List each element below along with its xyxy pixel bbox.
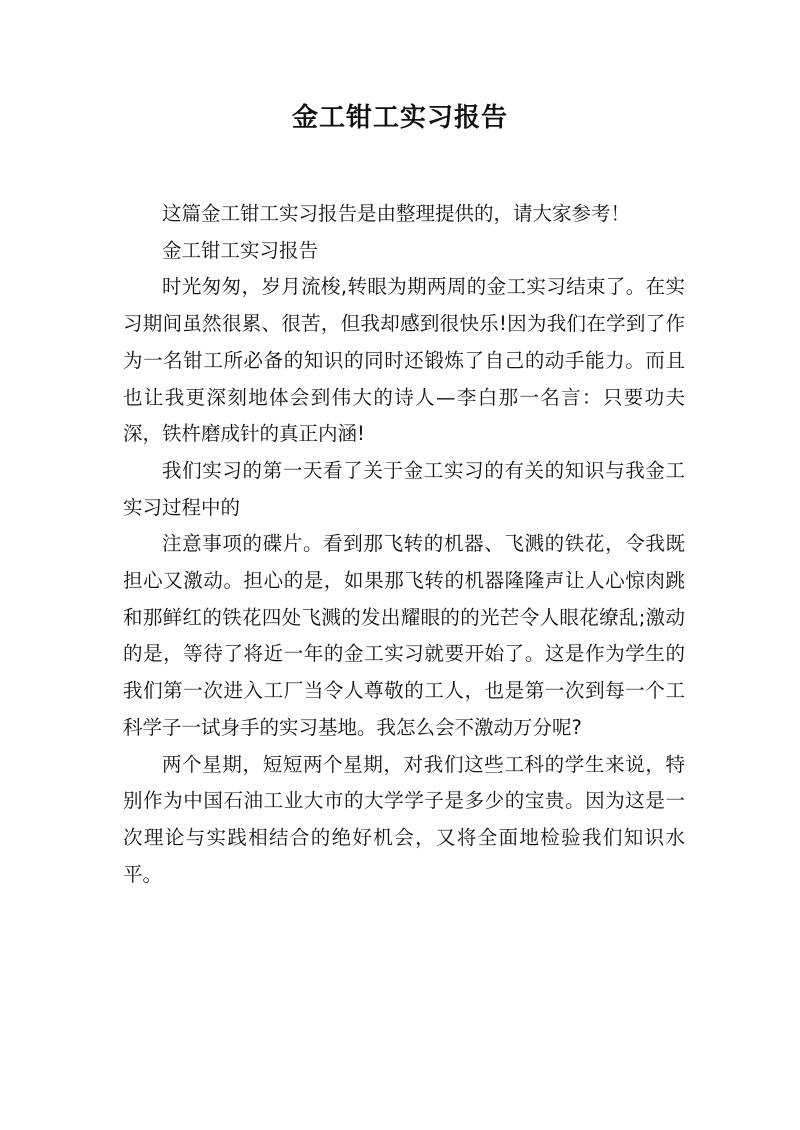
document-body — [123, 196, 685, 893]
subtitle-paragraph: 金工钳工实习报告 — [162, 238, 319, 262]
body-paragraph-1: 时光匆匆，岁月流梭,转眼为期两周的金工实习结束了。在实习期间虽然很累、很苦，但我却感到很快乐!因为我们在学到了作为一名钳工所必备的知识的同时还锻炼了自己的动手能力。而且也让我更深刻地体会到伟大的诗人—李白那一名言：只要功夫深，铁杵磨成针的真正内涵! — [123, 275, 685, 446]
body-paragraph-2: 我们实习的第一天看了关于金工实习的有关的知识与我金工实习过程中的 — [123, 458, 685, 519]
body-paragraph-4: 两个星期，短短两个星期，对我们这些工科的学生来说，特别作为中国石油工业大市的大学学子是多少的宝贵。因为这是一次理论与实践相结合的绝好机会，又将全面地检验我们知识水平。 — [123, 752, 685, 886]
intro-paragraph: 这篇金工钳工实习报告是由整理提供的，请大家参考！ — [162, 202, 631, 225]
document-title: 金工钳工实习报告 — [291, 103, 508, 133]
body-paragraph-3: 注意事项的碟片。看到那飞转的机器、飞溅的铁花，令我既担心又激动。担心的是，如果那飞转的机器隆隆声让人心惊肉跳和那鲜红的铁花四处飞溅的发出耀眼的的光芒令人眼花缭乱;激动的是，等待了将近一年的金工实习就要开始了。这是作为学生的我们第一次进入工厂当令人尊敬的工人，也是第一次到每一个工科学子一试身手的实习基地。我怎么会不激动万分呢? — [123, 532, 685, 739]
